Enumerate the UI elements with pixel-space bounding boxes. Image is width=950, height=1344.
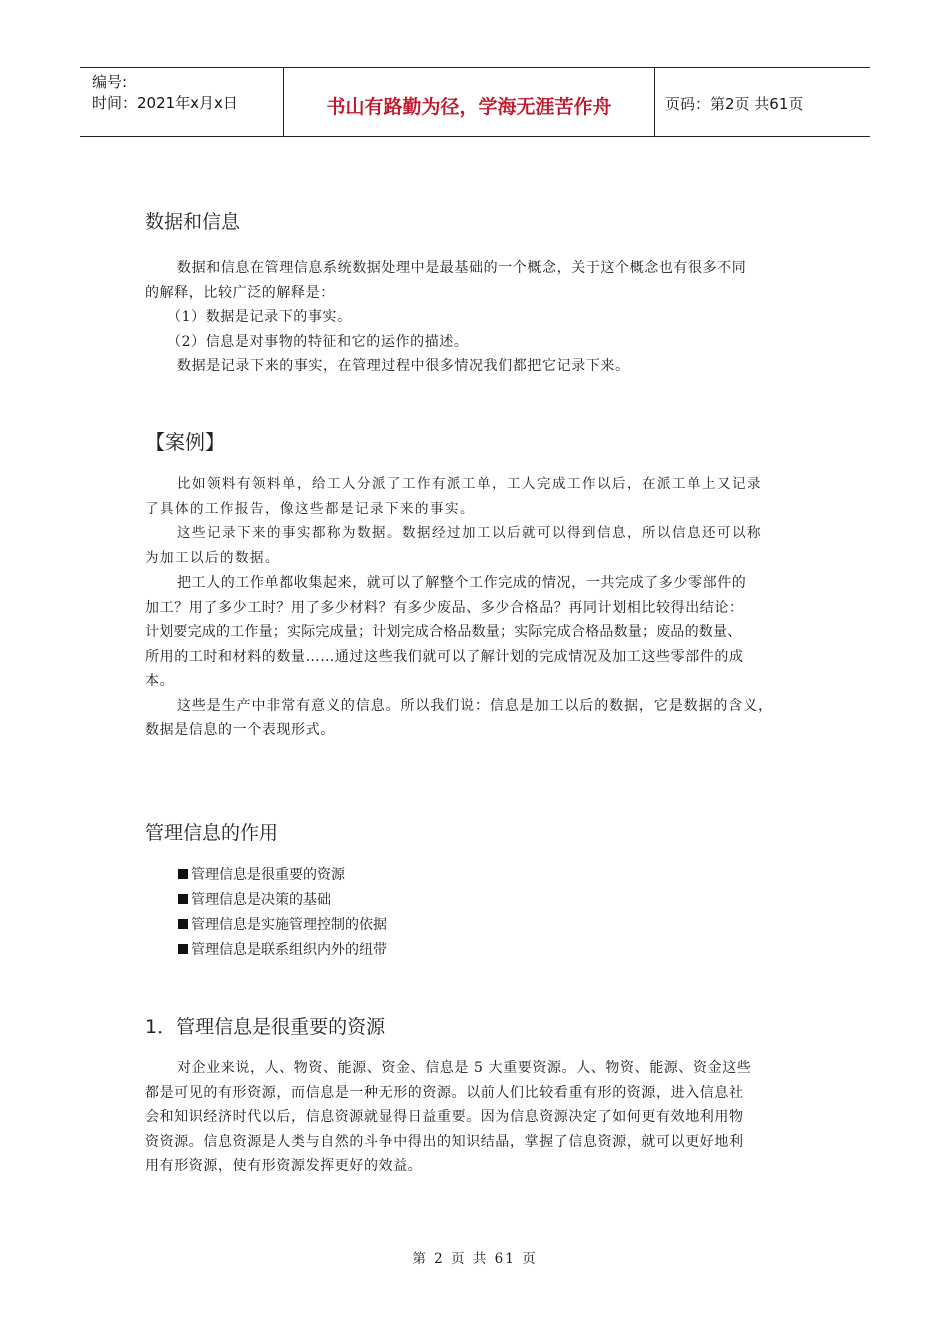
square-bullet-icon	[178, 919, 188, 929]
paragraph-line: 都是可见的有形资源，而信息是一种无形的资源。以前人们比较看重有形的资源，进入信息社	[145, 1084, 744, 1101]
paragraph-line: 这些是生产中非常有意义的信息。所以我们说：信息是加工以后的数据，它是数据的含义，	[177, 697, 773, 714]
definition-item-2: （2）信息是对事物的特征和它的运作的描述。	[167, 333, 469, 350]
paragraph-line: 为加工以后的数据。	[145, 549, 280, 566]
header-page-cell	[655, 68, 870, 136]
paragraph-definition	[145, 256, 815, 379]
paragraph-line: 用有形资源，使有形资源发挥更好的效益。	[145, 1158, 423, 1174]
paragraph-line: 了具体的工作报告，像这些都是记录下来的事实。	[145, 500, 475, 517]
section-title-data-and-information: 数据和信息	[145, 211, 241, 233]
square-bullet-icon	[178, 869, 188, 879]
header-page-number: 页码：第2页 共61页	[665, 95, 804, 113]
paragraph-line: 对企业来说，人、物资、能源、资金、信息是 5 大重要资源。人、物资、能源、资金这些	[177, 1060, 752, 1076]
paragraph-line: 数据和信息在管理信息系统数据处理中是最基础的一个概念，关于这个概念也有很多不同	[177, 260, 747, 276]
header-left-cell	[80, 68, 284, 136]
section-title-information-is-resource: 1．管理信息是很重要的资源	[145, 1016, 386, 1038]
paragraph-line: 这些记录下来的事实都称为数据。数据经过加工以后就可以得到信息，所以信息还可以称	[177, 525, 762, 541]
paragraph-line: 本。	[145, 673, 175, 689]
paragraph-line: 会和知识经济时代以后，信息资源就显得日益重要。因为信息资源决定了如何更有效地利用物	[145, 1109, 744, 1125]
section-title-role-of-management-information: 管理信息的作用	[145, 822, 279, 844]
paragraph-line: 资资源。信息资源是人类与自然的斗争中得出的知识结晶，掌握了信息资源，就可以更好地利	[145, 1133, 744, 1150]
definition-item-1: （1）数据是记录下的事实。	[167, 309, 352, 325]
paragraph-information-resource	[145, 1056, 815, 1179]
list-item: 管理信息是实施管理控制的依据	[178, 913, 387, 938]
square-bullet-icon	[178, 944, 188, 954]
document-header	[80, 67, 870, 137]
paragraph-line: 数据是记录下来的事实，在管理过程中很多情况我们都把它记录下来。	[177, 358, 630, 374]
square-bullet-icon	[178, 894, 188, 904]
paragraph-line: 计划要完成的工作量；实际完成量；计划完成合格品数量；实际完成合格品数量；废品的数量、	[145, 624, 742, 640]
list-item: 管理信息是很重要的资源	[178, 863, 387, 888]
paragraph-line: 所用的工时和材料的数量……通过这些我们就可以了解计划的完成情况及加工这些零部件的成	[145, 648, 744, 665]
paragraph-line: 比如领料有领料单，给工人分派了工作有派工单，工人完成工作以后，在派工单上又记录	[177, 476, 762, 492]
paragraph-line: 数据是信息的一个表现形式。	[145, 722, 335, 738]
role-bullet-list	[178, 863, 387, 963]
header-motto-cell	[284, 68, 655, 136]
case-title: 【案例】	[145, 430, 225, 454]
document-number-label: 编号:	[92, 73, 128, 91]
paragraph-line: 加工？用了多少工时？用了多少材料？有多少废品、多少合格品？再同计划相比较得出结论：	[145, 599, 744, 616]
list-item: 管理信息是决策的基础	[178, 888, 387, 913]
page-footer-number: 第 2 页 共 61 页	[412, 1251, 538, 1267]
case-analysis-paragraph	[145, 571, 815, 743]
list-item: 管理信息是联系组织内外的纽带	[178, 938, 387, 963]
paragraph-line: 把工人的工作单都收集起来，就可以了解整个工作完成的情况，一共完成了多少零部件的	[177, 575, 747, 591]
case-paragraphs	[145, 472, 815, 570]
header-motto: 书山有路勤为径，学海无涯苦作舟	[326, 96, 612, 118]
paragraph-line: 的解释，比较广泛的解释是：	[145, 284, 335, 301]
document-time-label: 时间：2021年x月x日	[92, 94, 238, 112]
